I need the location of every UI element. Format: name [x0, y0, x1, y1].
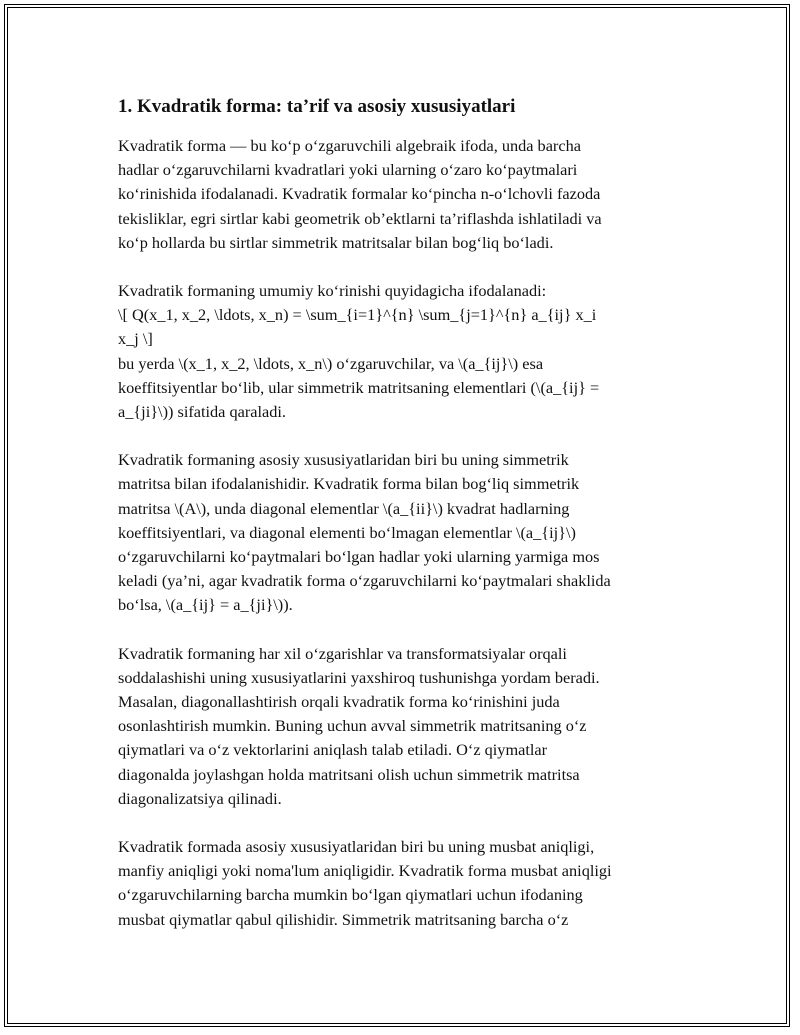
section-heading: 1. Kvadratik forma: ta’rif va asosiy xususiyatlari	[118, 96, 516, 117]
document-body	[118, 95, 683, 956]
text-line: Kvadratik formaning har xil oʻzgarishlar va transformatsiyalar orqali	[118, 643, 567, 663]
paragraph-transformations	[118, 642, 683, 811]
text-line: Masalan, diagonallashtirish orqali kvadratik forma koʻrinishini juda	[118, 692, 560, 712]
text-line: a_{ji}\)) sifatida qaraladi.	[118, 402, 286, 422]
text-line: diagonalizatsiya qilinadi.	[118, 788, 282, 808]
text-line: Kvadratik formaning umumiy koʻrinishi quyidagicha ifodalanadi:	[118, 281, 547, 301]
paragraph-symmetric-matrix	[118, 448, 683, 617]
text-line: manfiy aniqligi yoki noma'lum aniqligidir. Kvadratik forma musbat aniqligi	[118, 861, 612, 881]
text-line: musbat qiymatlar qabul qilishidir. Simmetrik matritsaning barcha oʻz	[118, 909, 569, 929]
paragraph-definition	[118, 134, 683, 255]
text-line: oʻzgaruvchilarning barcha mumkin boʻlgan qiymatlari uchun ifodaning	[118, 885, 583, 905]
text-line: tekisliklar, egri sirtlar kabi geometrik obʼektlarni taʼriflashda ishlatiladi va	[118, 208, 602, 228]
text-line: osonlashtirish mumkin. Buning uchun avval simmetrik matritsaning oʻz	[118, 716, 587, 736]
text-line: koeffitsiyentlari, va diagonal elementi boʻlmagan elementlar \(a_{ij}\)	[118, 522, 576, 542]
text-line: boʻlsa, \(a_{ij} = a_{ji}\)).	[118, 595, 293, 615]
text-line: x_j \]	[118, 329, 153, 349]
text-line: keladi (yaʼni, agar kvadratik forma oʻzgaruvchilarni koʻpaytmalari shaklida	[118, 571, 611, 591]
text-line: matritsa \(A\), unda diagonal elementlar \(a_{ii}\) kvadrat hadlarning	[118, 498, 570, 518]
text-line: koʻrinishida ifodalanadi. Kvadratik formalar koʻpincha n-oʻlchovli fazoda	[118, 184, 601, 204]
text-line: \[ Q(x_1, x_2, \ldots, x_n) = \sum_{i=1}^{n} \sum_{j=1}^{n} a_{ij} x_i	[118, 305, 597, 325]
text-line: Kvadratik forma — bu koʻp oʻzgaruvchili algebraik ifoda, unda barcha	[118, 136, 581, 155]
text-line: bu yerda \(x_1, x_2, \ldots, x_n\) oʻzgaruvchilar, va \(a_{ij}\) esa	[118, 353, 544, 373]
paragraph-general-form	[118, 279, 683, 424]
text-line: Kvadratik formaning asosiy xususiyatlaridan biri bu uning simmetrik	[118, 450, 569, 470]
text-line: Kvadratik formada asosiy xususiyatlaridan biri bu uning musbat aniqligi,	[118, 837, 595, 857]
text-line: koeffitsiyentlar boʻlib, ular simmetrik matritsaning elementlari (\(a_{ij} =	[118, 377, 600, 397]
text-line: soddalashishi uning xususiyatlarini yaxshiroq tushunishga yordam beradi.	[118, 667, 600, 687]
text-line: oʻzgaruvchilarni koʻpaytmalari boʻlgan hadlar yoki ularning yarmiga mos	[118, 547, 600, 567]
text-line: diagonalda joylashgan holda matritsani olish uchun simmetrik matritsa	[118, 764, 580, 784]
text-line: hadlar oʻzgaruvchilarni kvadratlari yoki ularning oʻzaro koʻpaytmalari	[118, 160, 578, 180]
text-line: koʻp hollarda bu sirtlar simmetrik matritsalar bilan bogʻliq boʻladi.	[118, 232, 554, 252]
text-line: matritsa bilan ifodalanishidir. Kvadratik forma bilan bogʻliq simmetrik	[118, 474, 580, 494]
paragraph-definiteness	[118, 835, 683, 932]
text-line: qiymatlari va oʻz vektorlarini aniqlash talab etiladi. Oʻz qiymatlar	[118, 740, 548, 760]
